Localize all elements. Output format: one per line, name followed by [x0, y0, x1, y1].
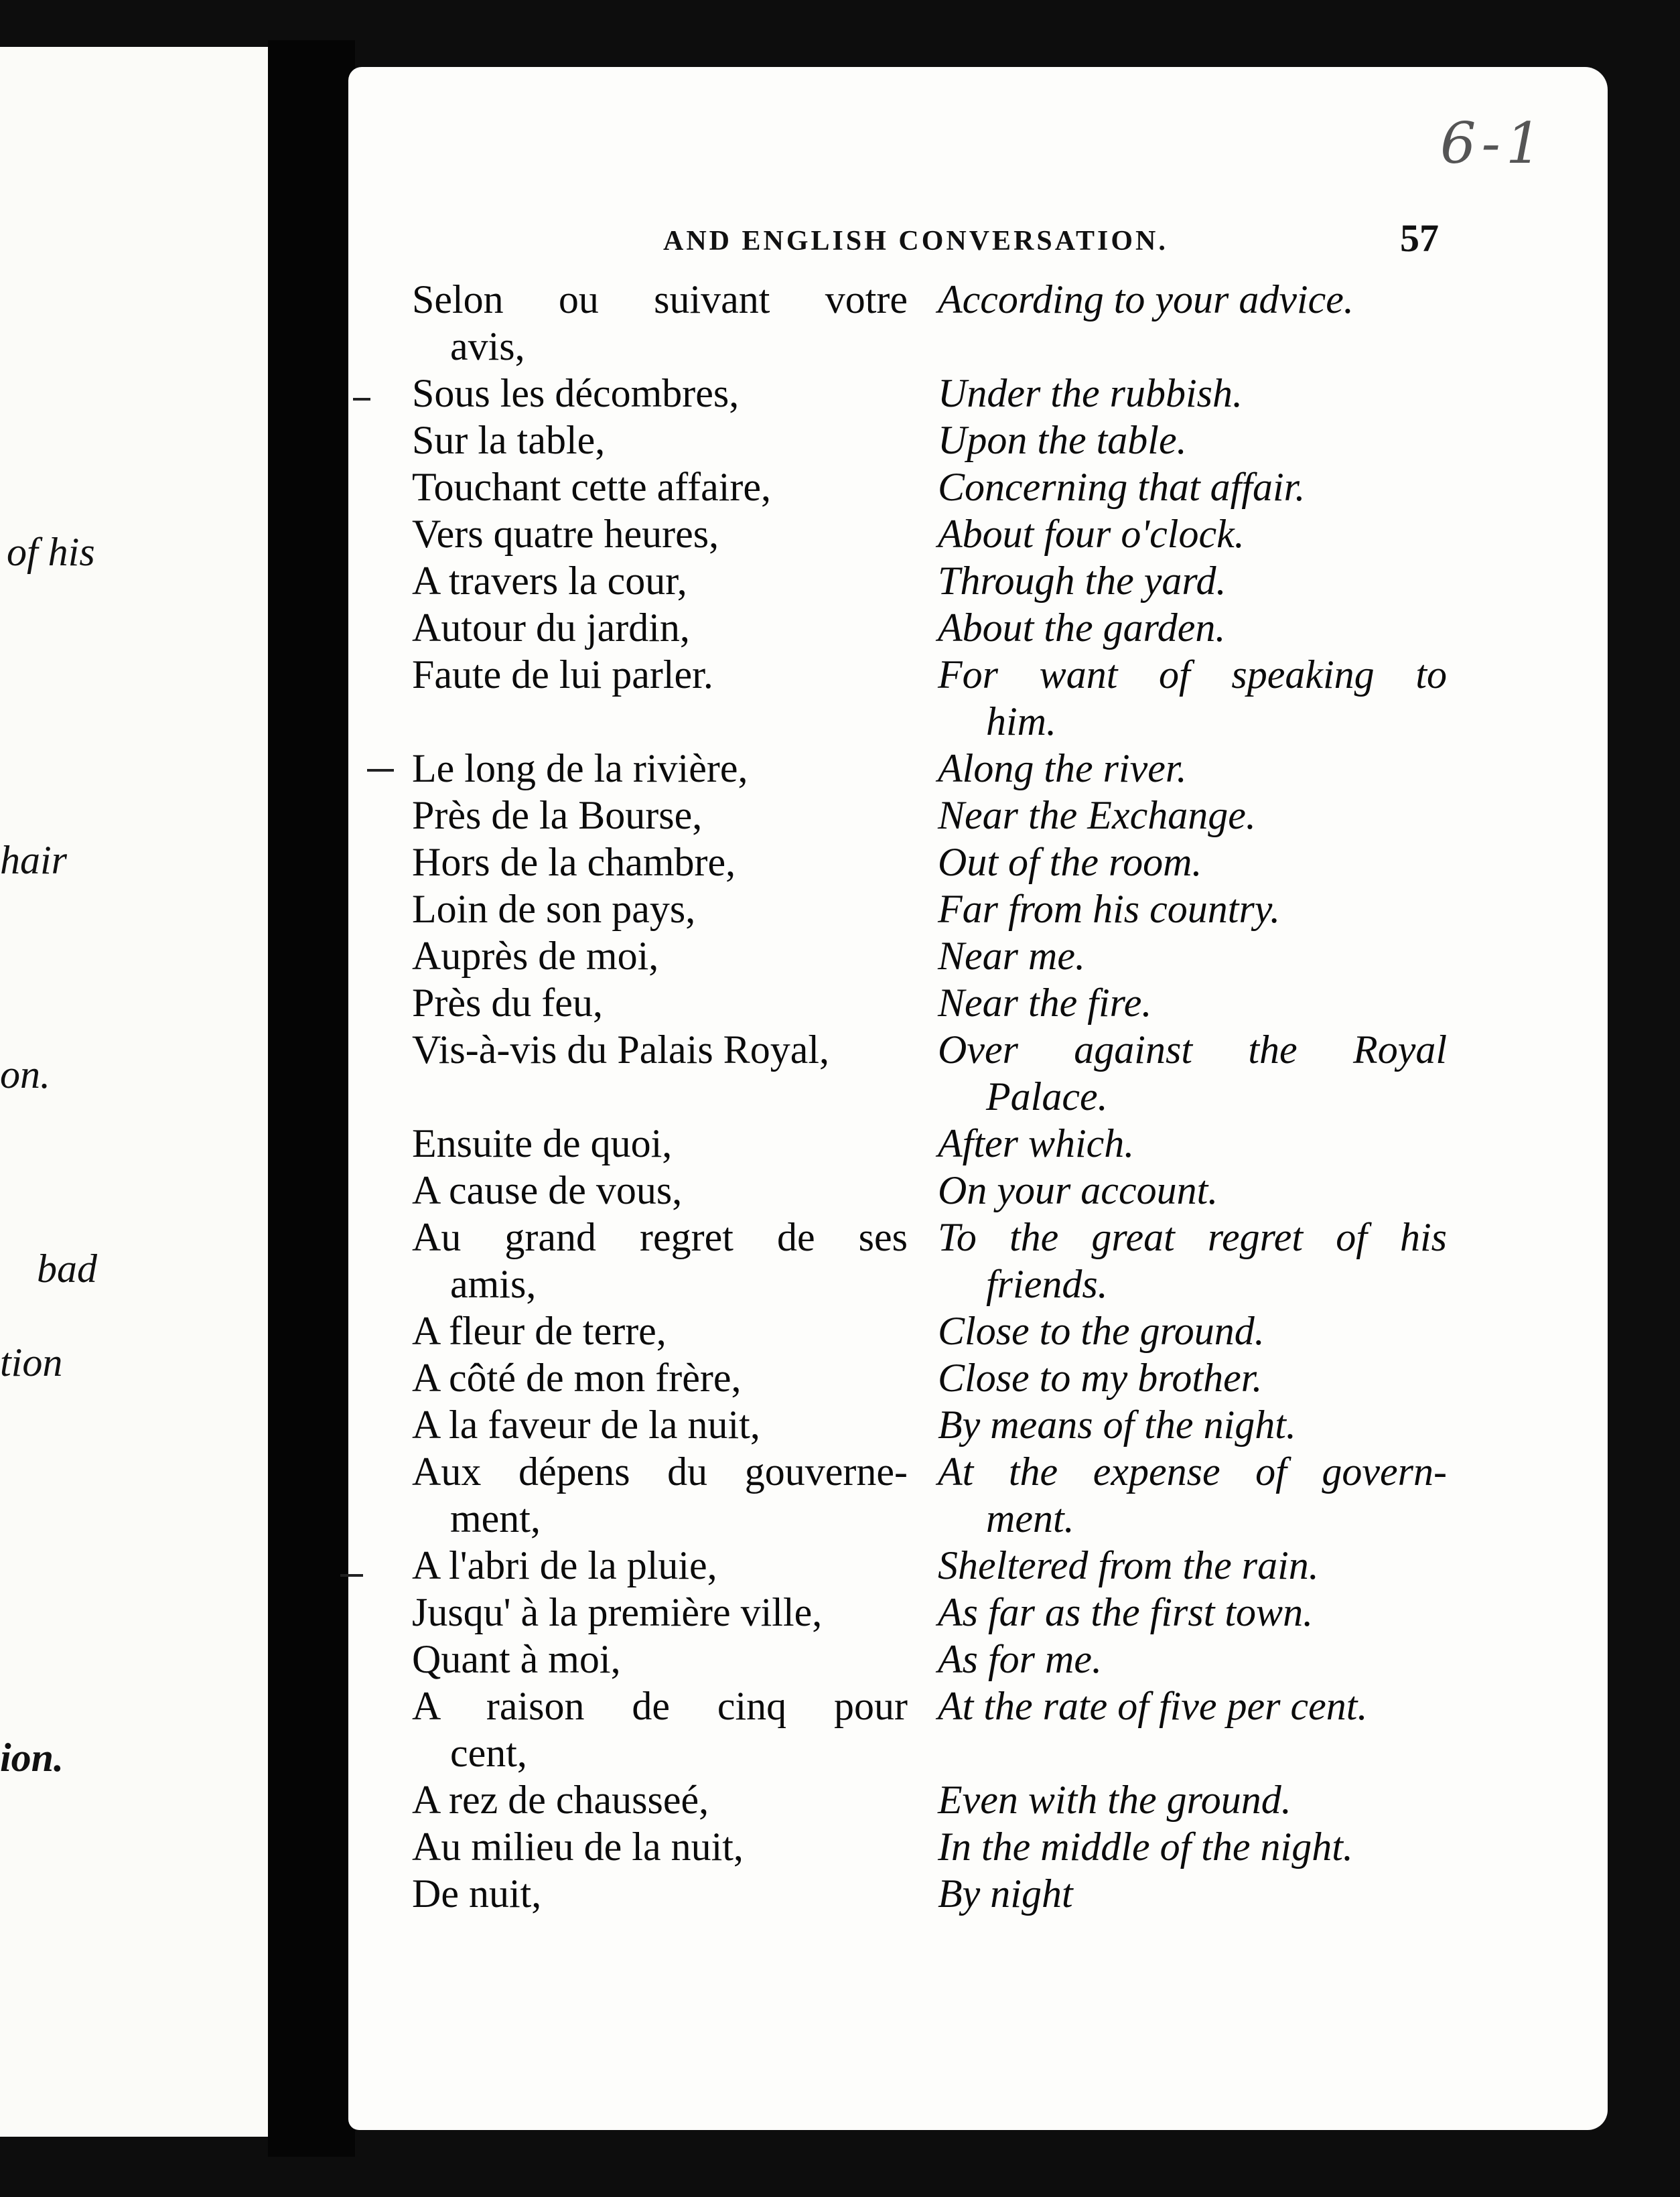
english-phrase: For want of speaking to: [938, 652, 1447, 697]
french-phrase: Vers quatre heures,: [412, 512, 719, 556]
english-phrase: Close to my brother.: [938, 1356, 1263, 1400]
english-phrase: Even with the ground.: [938, 1778, 1291, 1822]
english-phrase: Sheltered from the rain.: [938, 1543, 1319, 1587]
english-phrase: Close to the ground.: [938, 1309, 1265, 1353]
english-phrase: As for me.: [938, 1637, 1102, 1681]
french-phrase-continuation: amis,: [450, 1262, 537, 1306]
french-phrase-continuation: avis,: [450, 324, 525, 368]
margin-mark: [340, 1574, 363, 1577]
english-phrase: About the garden.: [938, 606, 1226, 650]
english-phrase: Through the yard.: [938, 559, 1227, 603]
english-phrase: Out of the room.: [938, 840, 1202, 884]
english-phrase: About four o'clock.: [938, 512, 1245, 556]
french-phrase: Près du feu,: [412, 981, 603, 1025]
french-phrase: Jusqu' à la première ville,: [412, 1590, 823, 1634]
english-phrase: According to your advice.: [938, 277, 1354, 322]
french-phrase-continuation: ment,: [450, 1496, 541, 1541]
english-phrase: In the middle of the night.: [938, 1825, 1353, 1869]
english-phrase: Near the Exchange.: [938, 793, 1256, 837]
left-page: [0, 47, 295, 2137]
french-phrase: Sous les décombres,: [412, 371, 740, 415]
french-phrase: Près de la Bourse,: [412, 793, 703, 837]
french-phrase: Le long de la rivière,: [412, 746, 748, 790]
french-phrase: Ensuite de quoi,: [412, 1121, 673, 1165]
english-phrase: Along the river.: [938, 746, 1187, 790]
left-fragment: on.: [0, 1052, 50, 1096]
french-phrase: De nuit,: [412, 1871, 542, 1916]
left-fragment: of his: [7, 530, 95, 574]
english-phrase-continuation: ment.: [986, 1496, 1074, 1541]
english-phrase: Concerning that affair.: [938, 465, 1306, 509]
french-phrase: Hors de la chambre,: [412, 840, 736, 884]
page-number: 57: [1400, 216, 1439, 260]
french-phrase: Au milieu de la nuit,: [412, 1825, 744, 1869]
book-gutter: [268, 40, 355, 2157]
french-phrase: Autour du jardin,: [412, 606, 690, 650]
english-phrase: After which.: [938, 1121, 1135, 1165]
french-phrase: Loin de son pays,: [412, 887, 696, 931]
french-phrase: Aux dépens du gouverne-: [412, 1449, 908, 1494]
french-phrase: A fleur de terre,: [412, 1309, 667, 1353]
french-phrase: A cause de vous,: [412, 1168, 683, 1212]
french-phrase: Vis-à-vis du Palais Royal,: [412, 1027, 829, 1072]
french-phrase: Selon ou suivant votre: [412, 277, 908, 322]
english-phrase-continuation: him.: [986, 699, 1056, 743]
french-phrase: A côté de mon frère,: [412, 1356, 742, 1400]
french-phrase: Faute de lui parler.: [412, 652, 713, 697]
english-phrase: On your account.: [938, 1168, 1218, 1212]
french-phrase: A la faveur de la nuit,: [412, 1403, 760, 1447]
english-phrase: Over against the Royal: [938, 1027, 1447, 1072]
left-fragment: bad: [37, 1247, 97, 1291]
french-phrase: A rez de chausseé,: [412, 1778, 709, 1822]
english-phrase: At the rate of five per cent.: [938, 1684, 1368, 1728]
margin-mark: [353, 398, 370, 401]
french-phrase: Touchant cette affaire,: [412, 465, 772, 509]
french-phrase-continuation: cent,: [450, 1731, 527, 1775]
left-fragment: ion.: [0, 1735, 64, 1780]
english-phrase: At the expense of govern-: [938, 1449, 1447, 1494]
english-phrase: Far from his country.: [938, 887, 1281, 931]
handwritten-note: 6-1: [1440, 111, 1547, 176]
english-phrase: Under the rubbish.: [938, 371, 1243, 415]
french-phrase: Au grand regret de ses: [412, 1215, 908, 1259]
running-head: AND ENGLISH CONVERSATION.: [663, 226, 1168, 257]
french-phrase: A travers la cour,: [412, 559, 687, 603]
english-phrase: Near me.: [938, 934, 1085, 978]
french-phrase: Sur la table,: [412, 418, 606, 462]
english-phrase: As far as the first town.: [938, 1590, 1314, 1634]
english-phrase: To the great regret of his: [938, 1215, 1447, 1259]
english-phrase: Upon the table.: [938, 418, 1187, 462]
french-phrase: A l'abri de la pluie,: [412, 1543, 717, 1587]
left-fragment: tion: [0, 1340, 63, 1385]
margin-mark: [367, 769, 394, 772]
english-phrase-continuation: Palace.: [986, 1074, 1108, 1119]
english-phrase-continuation: friends.: [986, 1262, 1108, 1306]
english-phrase: Near the fire.: [938, 981, 1152, 1025]
left-fragment: hair: [0, 838, 68, 882]
english-phrase: By night: [938, 1871, 1073, 1916]
french-phrase: Auprès de moi,: [412, 934, 659, 978]
english-phrase: By means of the night.: [938, 1403, 1296, 1447]
french-phrase: A raison de cinq pour: [412, 1684, 908, 1728]
french-phrase: Quant à moi,: [412, 1637, 621, 1681]
